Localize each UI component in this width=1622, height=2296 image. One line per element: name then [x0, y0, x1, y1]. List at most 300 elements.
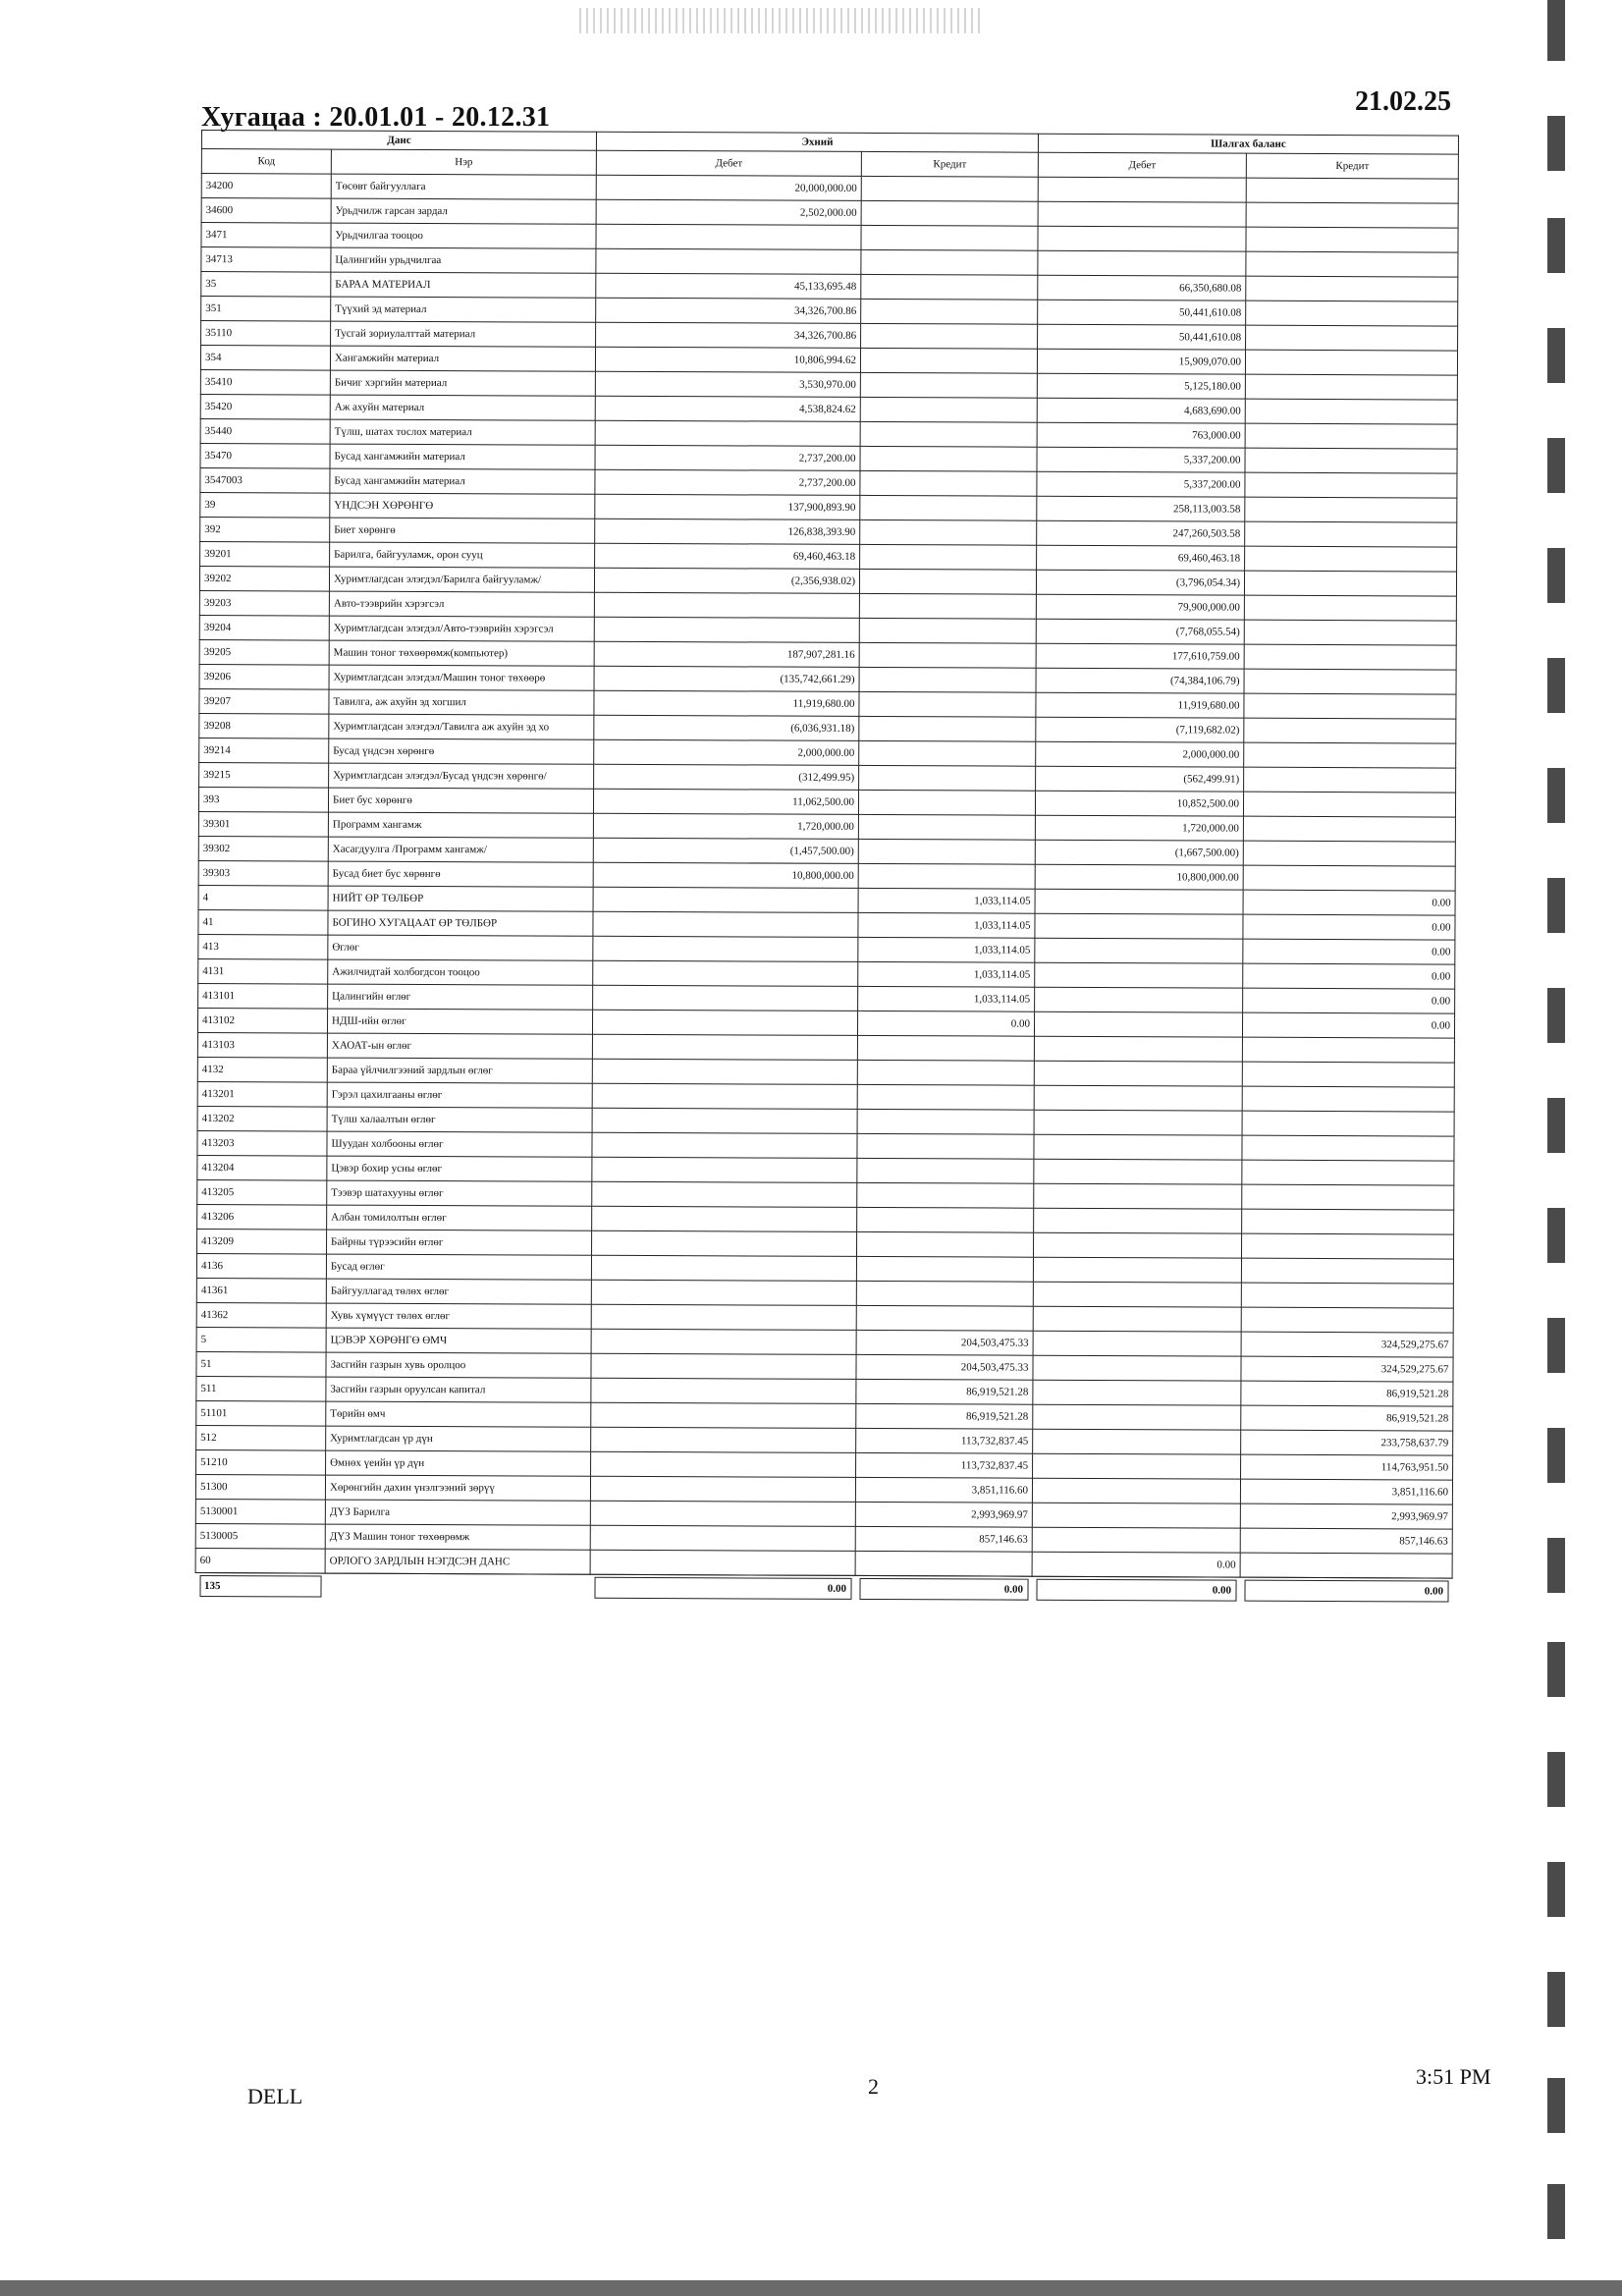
open-credit	[856, 1281, 1033, 1306]
account-name: Тээвэр шатахууны өглөг	[327, 1180, 592, 1206]
close-credit	[1241, 1307, 1453, 1333]
close-debit	[1034, 1208, 1242, 1233]
close-debit	[1033, 1380, 1241, 1405]
account-code: 41361	[196, 1278, 326, 1303]
trial-balance-sheet	[195, 130, 1458, 1598]
close-credit: 0.00	[1243, 890, 1455, 915]
close-credit	[1244, 693, 1456, 719]
close-debit	[1035, 1011, 1243, 1037]
close-debit	[1038, 250, 1246, 276]
open-debit	[591, 1280, 856, 1305]
open-debit	[596, 224, 861, 249]
close-credit	[1242, 1135, 1454, 1161]
account-name: Тусгай зориулалттай материал	[331, 321, 596, 347]
account-code: 413202	[197, 1106, 327, 1131]
account-name: Цалингийн өглөг	[328, 984, 593, 1010]
open-credit	[861, 225, 1038, 250]
open-credit: 1,033,114.05	[858, 937, 1035, 962]
open-credit: 204,503,475.33	[856, 1330, 1033, 1355]
close-credit	[1243, 792, 1455, 817]
open-debit: (6,036,931.18)	[594, 715, 859, 740]
open-debit: 10,806,994.62	[595, 347, 860, 372]
account-code: 4	[198, 885, 328, 910]
print-date: 21.02.25	[1355, 86, 1451, 117]
account-code: 51210	[196, 1449, 326, 1475]
close-credit	[1242, 1209, 1454, 1234]
account-code: 41362	[196, 1302, 326, 1328]
account-code: 34713	[201, 247, 331, 273]
open-credit	[859, 716, 1036, 741]
account-code: 413204	[197, 1155, 327, 1180]
account-name: Бусад хангамжийн материал	[330, 468, 595, 494]
account-name: Байрны түрээсийн өглөг	[327, 1230, 592, 1255]
open-debit	[593, 985, 858, 1011]
group-header-closing: Шалгах баланс	[1038, 134, 1458, 154]
close-credit	[1245, 399, 1457, 424]
close-credit	[1245, 448, 1457, 473]
open-debit	[592, 1157, 857, 1182]
open-credit	[859, 691, 1036, 717]
open-credit: 86,919,521.28	[856, 1403, 1033, 1429]
open-debit	[593, 887, 858, 912]
close-credit: 324,529,275.67	[1241, 1332, 1453, 1357]
account-code: 39214	[199, 738, 329, 763]
close-credit: 0.00	[1243, 963, 1455, 989]
close-credit	[1246, 202, 1458, 228]
account-name: Бусад биет бус хөрөнгө	[328, 861, 593, 887]
open-credit	[861, 200, 1038, 226]
close-credit: 114,763,951.50	[1241, 1454, 1453, 1480]
open-credit	[858, 814, 1035, 840]
close-credit	[1242, 1111, 1454, 1136]
account-name: Түүхий эд материал	[331, 297, 596, 322]
account-code: 35	[201, 272, 331, 298]
open-credit	[857, 1207, 1034, 1232]
account-name: Авто-тээврийн хэрэгсэл	[329, 591, 594, 617]
account-code: 413203	[197, 1130, 327, 1156]
account-name: ЦЭВЭР ХӨРӨНГӨ ӨМЧ	[326, 1328, 591, 1353]
close-debit: 1,720,000.00	[1035, 815, 1243, 841]
open-credit	[857, 1182, 1034, 1208]
account-code: 51300	[195, 1474, 325, 1500]
open-credit	[860, 421, 1037, 447]
open-debit: 187,907,281.16	[594, 641, 859, 667]
account-code: 34600	[201, 198, 331, 224]
open-debit	[591, 1353, 856, 1379]
close-credit	[1242, 1086, 1454, 1112]
close-debit: 11,919,680.00	[1036, 692, 1244, 718]
open-debit: 11,919,680.00	[594, 690, 859, 716]
open-credit	[859, 593, 1036, 619]
open-debit	[592, 1206, 857, 1231]
account-code: 39204	[199, 615, 329, 640]
close-credit	[1246, 325, 1458, 351]
account-name: НДШ-ийн өглөг	[327, 1009, 592, 1034]
close-credit	[1245, 350, 1457, 375]
account-code: 413205	[197, 1179, 327, 1205]
open-credit	[855, 1551, 1032, 1576]
close-credit: 0.00	[1243, 988, 1455, 1013]
account-name: Аж ахуйн материал	[330, 395, 595, 420]
close-debit	[1033, 1429, 1241, 1454]
open-debit	[594, 617, 859, 642]
open-debit	[593, 960, 858, 986]
close-debit: (562,499.91)	[1036, 766, 1244, 792]
close-debit: 10,800,000.00	[1035, 864, 1243, 890]
close-credit	[1244, 595, 1456, 621]
close-debit: (74,384,106.79)	[1036, 668, 1244, 693]
account-code: 39202	[199, 566, 329, 591]
open-debit: 3,530,970.00	[595, 371, 860, 397]
account-code: 39203	[199, 590, 329, 616]
account-code: 39207	[199, 688, 329, 714]
total-open-credit: 0.00	[859, 1578, 1028, 1601]
account-name: Хуримтлагдсан элэгдэл/Машин тоног төхөөрө	[329, 665, 594, 690]
open-credit	[857, 1231, 1034, 1257]
account-code: 35420	[200, 394, 330, 419]
open-debit: (312,499.95)	[594, 764, 859, 790]
account-name: Урьдчилгаа тооцоо	[331, 223, 596, 248]
account-name: БАРАА МАТЕРИАЛ	[331, 272, 596, 298]
close-credit	[1243, 841, 1455, 866]
close-credit	[1245, 472, 1457, 498]
account-code: 41	[198, 909, 328, 935]
close-debit: (1,667,500.00)	[1035, 840, 1243, 865]
open-debit	[592, 1181, 857, 1207]
account-code: 39302	[198, 836, 328, 861]
close-debit	[1038, 226, 1246, 251]
account-name: Хуримтлагдсан элэгдэл/Бусад үндсэн хөрөнгө/	[329, 763, 594, 789]
close-credit	[1244, 571, 1456, 596]
column-header-open-debit: Дебет	[596, 150, 861, 176]
total-close-debit: 0.00	[1036, 1579, 1236, 1602]
account-code: 39208	[199, 713, 329, 738]
account-code: 413209	[197, 1229, 327, 1254]
account-code: 4136	[196, 1253, 326, 1279]
totals-row	[195, 1572, 1452, 1604]
close-debit	[1034, 1061, 1242, 1086]
account-name: Түлш халаалтын өглөг	[327, 1107, 592, 1132]
account-code: 4132	[197, 1057, 327, 1082]
account-code: 392	[200, 517, 330, 542]
close-debit	[1035, 913, 1243, 939]
open-debit	[591, 1402, 856, 1428]
close-debit	[1033, 1331, 1241, 1356]
close-credit	[1243, 816, 1455, 842]
close-credit	[1244, 620, 1456, 645]
close-debit	[1033, 1257, 1241, 1283]
open-credit	[860, 470, 1037, 496]
open-credit	[859, 740, 1036, 766]
open-credit	[860, 544, 1037, 570]
close-credit	[1244, 767, 1456, 793]
close-debit	[1032, 1527, 1240, 1553]
open-debit: 11,062,500.00	[593, 789, 858, 814]
open-credit	[857, 1109, 1034, 1134]
open-credit	[857, 1084, 1034, 1110]
account-name: Өмнөх үеийн үр дүн	[326, 1450, 591, 1476]
account-code: 39201	[200, 541, 330, 567]
open-debit	[591, 1304, 856, 1330]
open-credit	[860, 372, 1037, 398]
open-credit: 3,851,116.60	[855, 1477, 1032, 1503]
account-name: Бусад үндсэн хөрөнгө	[329, 738, 594, 764]
close-debit: 5,125,180.00	[1037, 373, 1245, 399]
close-credit	[1242, 1184, 1454, 1210]
close-credit: 233,758,637.79	[1241, 1430, 1453, 1455]
close-credit	[1245, 497, 1457, 522]
column-header-open-credit: Кредит	[861, 151, 1038, 177]
open-credit	[857, 1035, 1034, 1061]
close-debit	[1034, 1134, 1242, 1160]
row-count: 135	[199, 1575, 321, 1598]
open-debit: 126,838,393.90	[595, 519, 860, 544]
close-debit: 5,337,200.00	[1037, 471, 1245, 497]
total-open-debit: 0.00	[594, 1577, 851, 1600]
account-name: Программ хангамж	[328, 812, 593, 838]
account-name: Байгууллагад төлөх өглөг	[326, 1279, 591, 1304]
open-debit: 2,000,000.00	[594, 739, 859, 765]
open-credit	[859, 642, 1036, 668]
account-name: Цэвэр бохир усны өглөг	[327, 1156, 592, 1181]
open-credit	[858, 839, 1035, 864]
group-header-account: Данс	[201, 131, 596, 151]
account-name: Бусад хангамжийн материал	[330, 444, 595, 469]
account-name: Хуримтлагдсан үр дүн	[326, 1426, 591, 1451]
open-credit	[859, 765, 1036, 791]
open-debit: 137,900,893.90	[595, 494, 860, 519]
account-code: 35440	[200, 418, 330, 444]
close-debit	[1034, 1110, 1242, 1135]
scan-artifact	[579, 8, 982, 33]
open-credit	[861, 176, 1038, 201]
open-debit	[590, 1476, 855, 1502]
account-name: Биет бус хөрөнгө	[328, 788, 593, 813]
account-name: Барилга, байгууламж, орон сууц	[330, 542, 595, 568]
footer-left: DELL	[247, 2084, 303, 2108]
account-code: 39205	[199, 639, 329, 665]
close-debit	[1033, 1306, 1241, 1332]
column-header-close-debit: Дебет	[1038, 152, 1246, 178]
open-credit: 86,919,521.28	[856, 1379, 1033, 1404]
open-debit	[592, 1108, 857, 1133]
close-credit	[1244, 718, 1456, 743]
column-header-close-credit: Кредит	[1246, 153, 1458, 179]
open-debit	[590, 1550, 855, 1575]
open-credit	[861, 249, 1038, 275]
open-debit: 2,502,000.00	[596, 199, 861, 225]
account-name: Засгийн газрын хувь оролцоо	[326, 1352, 591, 1378]
open-debit: 2,737,200.00	[595, 469, 860, 495]
account-code: 511	[196, 1376, 326, 1401]
open-credit	[859, 569, 1036, 594]
close-credit	[1242, 1062, 1454, 1087]
account-code: 39301	[198, 811, 328, 837]
account-name: Шуудан холбооны өглөг	[327, 1131, 592, 1157]
account-name: ҮНДСЭН ХӨРӨНГӨ	[330, 493, 595, 519]
close-credit	[1245, 546, 1457, 572]
account-name: ОРЛОГО ЗАРДЛЫН НЭГДСЭН ДАНС	[325, 1549, 590, 1574]
column-header-name: Нэр	[331, 149, 596, 175]
page-number: 2	[868, 2074, 879, 2099]
open-credit: 1,033,114.05	[858, 986, 1035, 1011]
open-credit	[859, 618, 1036, 643]
close-debit: (3,796,054.34)	[1036, 570, 1244, 595]
open-credit	[857, 1133, 1034, 1159]
open-credit	[861, 323, 1038, 349]
account-code: 5130001	[195, 1499, 325, 1524]
account-code: 413206	[197, 1204, 327, 1230]
close-debit: 2,000,000.00	[1036, 741, 1244, 767]
close-credit	[1242, 1160, 1454, 1185]
account-code: 413201	[197, 1081, 327, 1107]
open-credit	[860, 348, 1037, 373]
close-credit	[1246, 178, 1458, 203]
close-credit: 857,146.63	[1240, 1528, 1452, 1554]
open-debit: (135,742,661.29)	[594, 666, 859, 691]
open-debit	[592, 1083, 857, 1109]
close-debit: 10,852,500.00	[1035, 791, 1243, 816]
close-credit	[1241, 1258, 1453, 1284]
open-debit	[592, 1230, 857, 1256]
open-credit	[861, 299, 1038, 324]
close-credit	[1246, 301, 1458, 326]
close-debit: 50,441,610.08	[1038, 324, 1246, 350]
open-debit	[595, 420, 860, 446]
account-code: 39206	[199, 664, 329, 689]
account-name: Түлш, шатах тослох материал	[330, 419, 595, 445]
account-code: 351	[201, 297, 331, 322]
account-code: 413102	[197, 1008, 327, 1033]
close-debit	[1033, 1404, 1241, 1430]
open-debit: 1,720,000.00	[593, 813, 858, 839]
account-name: Төсөвт байгууллага	[331, 174, 596, 199]
account-name: Ажилчидтай холбогдсон тооцоо	[328, 959, 593, 985]
account-code: 35410	[200, 369, 330, 395]
account-name: Цалингийн урьдчилгаа	[331, 247, 596, 273]
close-credit	[1245, 374, 1457, 400]
account-name: Бичиг хэргийн материал	[330, 370, 595, 396]
close-credit	[1246, 251, 1458, 277]
close-debit	[1034, 1232, 1242, 1258]
account-name: Бараа үйлчилгээний зардлын өглөг	[327, 1058, 592, 1083]
open-credit: 113,732,837.45	[856, 1452, 1033, 1478]
close-debit	[1033, 1282, 1241, 1307]
account-code: 51	[196, 1351, 326, 1377]
close-credit	[1246, 276, 1458, 301]
open-credit	[856, 1256, 1033, 1282]
total-close-credit: 0.00	[1244, 1580, 1448, 1603]
account-code: 39	[200, 492, 330, 518]
account-name: Засгийн газрын оруулсан капитал	[326, 1377, 591, 1402]
account-code: 512	[196, 1425, 326, 1450]
close-credit	[1244, 742, 1456, 768]
account-code: 5	[196, 1327, 326, 1352]
open-credit: 2,993,969.97	[855, 1502, 1032, 1527]
account-name: Биет хөрөнгө	[330, 518, 595, 543]
close-credit: 86,919,521.28	[1241, 1381, 1453, 1406]
account-code: 393	[198, 787, 328, 812]
account-name: Хуримтлагдсан элэгдэл/Барилга байгууламж/	[329, 567, 594, 592]
open-credit: 857,146.63	[855, 1526, 1032, 1552]
open-debit	[591, 1378, 856, 1403]
close-debit: 79,900,000.00	[1036, 594, 1244, 620]
account-name: Албан томилолтын өглөг	[327, 1205, 592, 1230]
account-code: 413101	[198, 983, 328, 1009]
open-credit: 0.00	[857, 1011, 1034, 1036]
close-debit	[1035, 987, 1243, 1012]
close-credit	[1243, 865, 1455, 891]
account-name: Хуримтлагдсан элэгдэл/Авто-тээврийн хэрэгсэл	[329, 616, 594, 641]
table-body	[195, 174, 1458, 1579]
close-debit	[1034, 1085, 1242, 1111]
account-name: Хангамжийн материал	[330, 346, 595, 371]
account-code: 4131	[198, 958, 328, 984]
open-debit: (1,457,500.00)	[593, 838, 858, 863]
open-credit	[861, 274, 1038, 300]
close-credit	[1241, 1283, 1453, 1308]
account-code: 60	[195, 1548, 325, 1573]
open-credit: 1,033,114.05	[858, 961, 1035, 987]
close-debit	[1034, 1159, 1242, 1184]
account-name: Бусад өглөг	[326, 1254, 591, 1280]
account-code: 51101	[196, 1400, 326, 1426]
close-credit: 0.00	[1243, 939, 1455, 964]
close-credit	[1242, 1233, 1454, 1259]
account-code: 35110	[201, 321, 331, 347]
account-name: Машин тоног төхөөрөмж(компьютер)	[329, 640, 594, 666]
open-credit	[857, 1158, 1034, 1183]
open-credit	[857, 1060, 1034, 1085]
open-credit	[858, 790, 1035, 815]
open-debit	[590, 1525, 855, 1551]
close-debit	[1038, 201, 1246, 227]
open-debit	[592, 1034, 857, 1060]
column-header-code: Код	[201, 149, 331, 175]
close-debit: 177,610,759.00	[1036, 643, 1244, 669]
close-debit: 4,683,690.00	[1037, 398, 1245, 423]
close-debit: 763,000.00	[1037, 422, 1245, 448]
open-debit	[592, 1010, 857, 1035]
open-debit: 34,326,700.86	[596, 322, 861, 348]
close-debit	[1034, 1183, 1242, 1209]
close-debit: (7,119,682.02)	[1036, 717, 1244, 742]
open-debit: 20,000,000.00	[596, 175, 861, 200]
account-code: 5130005	[195, 1523, 325, 1549]
group-header-opening: Эхний	[596, 132, 1038, 152]
close-credit	[1240, 1553, 1452, 1578]
open-debit: 4,538,824.62	[595, 396, 860, 421]
account-name: ДҮЗ Машин тоног төхөөрөмж	[325, 1524, 590, 1550]
account-name: Хасагдуулга /Программ хангамж/	[328, 837, 593, 862]
account-name: Хөрөнгийн дахин үнэлгээний зөрүү	[325, 1475, 590, 1501]
account-name: Тавилга, аж ахуйн эд хогшил	[329, 689, 594, 715]
close-debit	[1033, 1453, 1241, 1479]
open-debit: 45,133,695.48	[596, 273, 861, 299]
open-debit	[590, 1501, 855, 1526]
open-credit	[856, 1305, 1033, 1331]
account-code: 39215	[199, 762, 329, 788]
close-credit	[1245, 423, 1457, 449]
open-debit	[591, 1329, 856, 1354]
account-code: 35470	[200, 443, 330, 468]
open-debit	[596, 248, 861, 274]
close-debit	[1035, 938, 1243, 963]
binding-marks	[1547, 0, 1567, 2296]
open-debit	[593, 911, 858, 937]
open-credit: 113,732,837.45	[856, 1428, 1033, 1453]
close-debit	[1035, 962, 1243, 988]
